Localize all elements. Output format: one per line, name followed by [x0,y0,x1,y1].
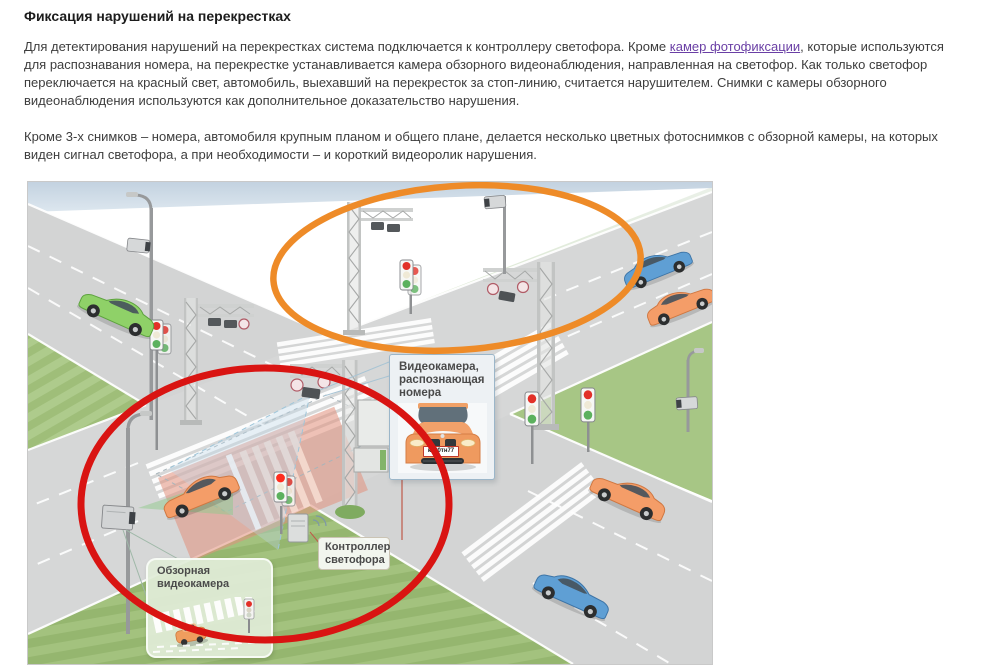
traffic-light-back-icon [291,379,303,391]
paragraph-1-before-link: Для детектирования нарушений на перекрестках система подключается к контроллеру светофора. Кроме [24,39,670,54]
anpr-camera-label-text: Видеокамера, распознающая номера [399,361,485,399]
car-front-view [398,403,487,473]
paragraph-2: Кроме 3-х снимков – номера, автомобиля крупным планом и общего плане, делается несколько цветных фотоснимков с обзорной камеры, на которых виден сигнал светофора, а при необходимости – и короткий видеоролик нарушения. [24,129,938,162]
paragraph-1-after-link: , которые используются для распознавания номера, на перекрестке устанавливается камера обзорного видеонаблюдения, направленная на светофор. Как только светофор переключается на красный свет, автомобиль, выехавший на перекресток за стоп-линию, считается нарушителем. Снимки с камеры обзорного видеонаблюдения используются как дополнительное доказательство нарушения. [24,39,944,108]
page-title: Фиксация нарушений на перекрестках [24,8,291,24]
overview-camera-view [151,597,268,653]
gantry-camera-icon [224,320,237,328]
photo-fixation-link[interactable]: камер фотофиксации [669,39,801,54]
gantry-camera-icon [387,224,400,232]
bush [335,505,365,519]
controller-cabinet [288,514,308,542]
gantry-camera-icon [208,318,221,326]
license-plate: к920тн77 [423,446,459,457]
traffic-light-back-icon [239,319,249,329]
anpr-camera-label [389,354,495,480]
controller-label: Контроллер светофора [318,537,390,570]
gantry-camera-icon [371,222,384,230]
overview-camera-inset [146,558,273,658]
intersection-illustration [28,182,712,664]
intersection-diagram [27,181,713,665]
traffic-light-back-icon [518,282,529,293]
paragraph-1 [24,38,966,110]
inset-signal [244,599,254,633]
overview-camera-label-text: Обзорная видеокамера [157,565,230,590]
traffic-light-back-icon [488,284,499,295]
anpr-camera-photo [398,403,487,473]
mast-cabinet-upper [358,400,392,446]
overview-camera-icon [101,505,136,530]
